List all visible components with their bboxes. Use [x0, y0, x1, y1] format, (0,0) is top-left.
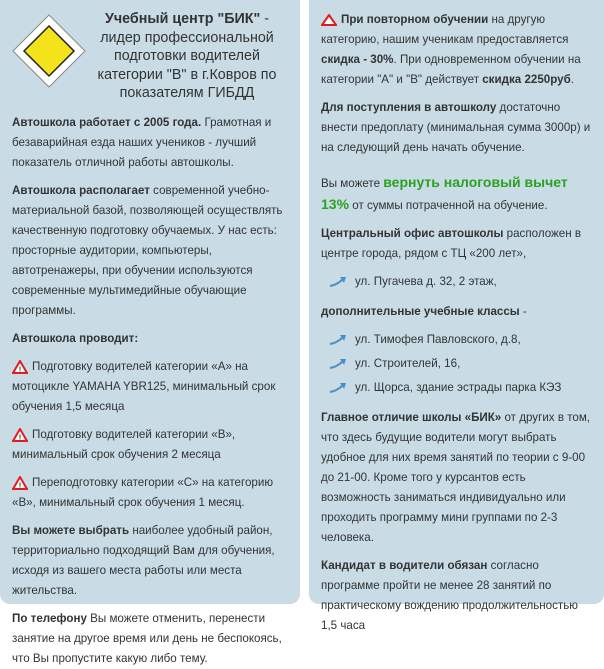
tax-refund-highlight: вернуть налоговый вычет 13% — [321, 174, 568, 212]
address-3 — [329, 378, 596, 398]
svg-text:!: ! — [18, 366, 22, 374]
list-item-category-a-text: Подготовку водителей категории «А» на мотоцикле YAMAHA YBR125, минимальный срок обучения 1,5 месяца — [12, 359, 276, 413]
candidate-obligation-text: согласно программе пройти не менее 28 занятий по практическому вождению продолжительностью 1,5 часа — [321, 559, 578, 632]
discount-30-bold: скидка - 30% — [321, 53, 394, 66]
repeat-training-bold: При повторном обучении — [341, 13, 489, 26]
repeat-training-text-c: . — [570, 73, 575, 86]
warning-sign-icon — [321, 14, 337, 26]
paragraph-facilities-text: современной учебно-материальной базой, позволяющей осуществлять качественную подготовку обучаемых. У нас есть: просторные аудитории, компьютеры, автотренажеры, при обучении используются современные мультимедийные обучающие программы. — [12, 183, 283, 317]
central-office-bold: Центральный офис автошколы — [321, 227, 504, 240]
tax-refund-text-a: Вы можете — [321, 177, 384, 190]
paragraph-enrollment — [321, 98, 596, 158]
right-column — [309, 0, 604, 632]
warning-sign-icon — [12, 360, 28, 374]
main-difference-text: от других в том, что здесь будущие водители могут выбрать удобное для них время занятий по теории с 9-00 до 21-00. Кроме того у курсантов есть возможность заниматься индивидуально или проходить программу мини группами по 2-3 человека. — [321, 411, 591, 544]
candidate-obligation-bold: Кандидат в водители обязан — [321, 559, 488, 572]
paragraph-facilities-bold: Автошкола располагает — [12, 183, 150, 197]
paragraph-founded-bold: Автошкола работает с 2005 года. — [12, 115, 202, 129]
paragraph-choose-area-bold: Вы можете выбрать — [12, 523, 130, 537]
paragraph-conducts — [12, 329, 288, 349]
paragraph-phone — [12, 609, 288, 669]
address-1-text: ул. Тимофея Павловского, д.8, — [355, 333, 521, 346]
list-item-category-b-text: Подготовку водителей категории «В», минимальный срок обучения 2 месяца — [12, 427, 236, 461]
extra-classes-text: - — [519, 305, 527, 318]
paragraph-candidate-obligation — [321, 556, 596, 636]
header — [12, 10, 288, 103]
priority-road-sign-icon — [12, 14, 86, 88]
list-item-category-b — [12, 425, 288, 465]
extra-classes-bold: дополнительные учебные классы — [321, 305, 520, 318]
tax-refund-text-b: от суммы потраченной на обучение. — [349, 199, 548, 212]
paragraph-founded-text: Грамотная и безаварийная езда наших учеников - лучший показатель отличной работы автошколы. — [12, 115, 272, 169]
main-difference-bold: Главное отличие школы «БИК» — [321, 411, 502, 424]
arrow-icon — [329, 382, 347, 394]
left-column — [0, 0, 300, 665]
repeat-training-text-b: . При одновременном обучении на категории "А" и "В" действует — [321, 53, 581, 86]
paragraph-phone-bold: По телефону — [12, 611, 87, 625]
header-line: - лидер профессиональной подготовки водителей категории "В" в г.Ковров по показателям ГИБДД — [97, 11, 277, 102]
paragraph-choose-area — [12, 521, 288, 601]
enrollment-bold: Для поступления в автошколу — [321, 101, 497, 114]
address-1 — [329, 330, 596, 350]
header-title: Учебный центр "БИК" — [104, 11, 261, 27]
address-main-text: ул. Пугачева д. 32, 2 этаж, — [355, 275, 497, 288]
paragraph-phone-text: Вы можете отменить, перенести занятие на другое время или день не беспокоясь, что Вы пропустите какую либо тему. — [12, 611, 282, 665]
list-item-category-c-text: Переподготовку категории «С» на категорию «В», минимальный срок обучения 1 месяц. — [12, 475, 274, 509]
list-item-category-c — [12, 473, 288, 513]
arrow-icon — [329, 358, 347, 370]
repeat-training-text-a: на другую категорию, нашим ученикам предоставляется — [321, 13, 569, 46]
address-2 — [329, 354, 596, 374]
discount-2250-bold: скидка 2250руб — [482, 73, 571, 86]
enrollment-text: достаточно внести предоплату (минимальная сумма 3000р) и на следующий день начать обучение. — [321, 101, 591, 154]
paragraph-main-difference — [321, 408, 596, 548]
paragraph-conducts-bold: Автошкола проводит: — [12, 331, 139, 345]
svg-text:!: ! — [18, 482, 22, 490]
address-3-text: ул. Щорса, здание эстрады парка КЭЗ — [355, 381, 562, 394]
central-office-text: расположен в центре города, рядом с ТЦ «200 лет», — [321, 227, 582, 260]
address-main — [329, 272, 596, 292]
paragraph-repeat-discount — [321, 10, 596, 90]
list-item-category-a — [12, 357, 288, 417]
paragraph-facilities — [12, 181, 288, 321]
svg-text:!: ! — [18, 434, 22, 442]
paragraph-central-office — [321, 224, 596, 264]
warning-sign-icon — [12, 428, 28, 442]
paragraph-choose-area-text: наиболее удобный район, территориально подходящий Вам для обучения, исходя из вашего места работы или места жительства. — [12, 523, 275, 597]
warning-sign-icon — [12, 476, 28, 490]
paragraph-founded — [12, 113, 288, 173]
paragraph-tax-refund — [321, 172, 596, 216]
header-text — [86, 10, 288, 103]
arrow-icon — [329, 334, 347, 346]
address-2-text: ул. Строителей, 16, — [355, 357, 461, 370]
arrow-icon — [329, 276, 347, 288]
paragraph-extra-classes — [321, 302, 596, 322]
